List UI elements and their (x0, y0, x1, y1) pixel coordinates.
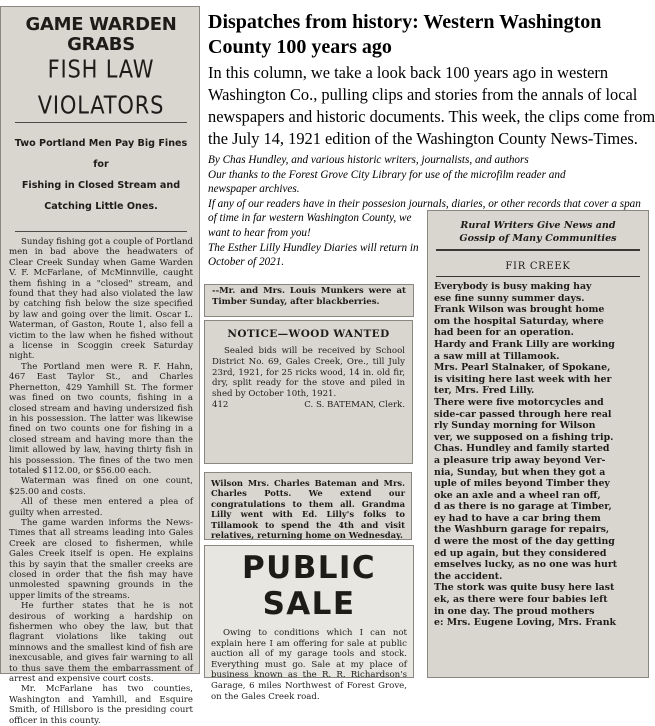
column-line: oke an axle and a wheel ran off, (434, 489, 601, 501)
column-line: om the hospital Saturday, where (434, 315, 604, 327)
intro-line: In this column, we take a look back 100 years ago in western (208, 63, 609, 82)
column-line: ey had to have a car bring them (434, 512, 601, 524)
intro-line: newspapers and historic documents. This week, the clips come from (208, 107, 655, 126)
clip-public-sale (204, 545, 414, 702)
column-line: in one day. The proud mothers (434, 605, 595, 617)
column-line: ter, Mrs. Fred Lilly. (434, 385, 535, 397)
request-line: If any of our readers have in their possesion journals, diaries, or other records that cover a span (208, 197, 641, 210)
byline: By Chas Hundley, and various historic writers, journalists, and authors (208, 154, 529, 166)
column-line: Hardy and Frank Lilly are working (434, 338, 615, 350)
column-line: The stork was quite busy here last (434, 582, 615, 594)
divider (15, 231, 187, 232)
thanks-line: newspaper archives. (208, 183, 300, 196)
clip-munkers (204, 284, 414, 317)
column-line: rly Sunday morning for Wilson (434, 420, 596, 432)
column-line: emselves lucky, as no one was hurt (434, 559, 618, 571)
column-line: ed up again, but they considered (434, 547, 607, 559)
clip-headline (428, 211, 648, 245)
column-line: Mrs. Pearl Stalnaker, of Spokane, (434, 362, 611, 374)
clip-paragraph: The Portland men were R. F. Hahn, 467 East Taylor St., and Charles Phernetton, 429 Yamhill St. The former was fined on two counts, fishing in a closed stream and having undersized fish in his possession. The latter was likewise fined on two counts one for fishing in a closed stream and having more than the limit allowed by law, having thirty fish in his possession. The fines of the two men totaled $112.00, or $56.00 each. (9, 361, 193, 476)
column-line: uple of miles beyond Timber they (434, 478, 610, 490)
deck-line: Fishing in Closed Stream and (21, 180, 181, 191)
clip-headline: NOTICE—WOOD WANTED (227, 328, 390, 340)
column-line: is visiting here last week with her (434, 373, 612, 385)
intro-line: Washington Co., pulling clips and stories from the annals of local (208, 85, 638, 104)
clip-signature-line (212, 400, 405, 411)
column-line: Everybody is busy making hay (434, 281, 592, 292)
clip-paragraph: Sunday fishing got a couple of Portland men in bad above the headwaters of Clear Creek Sunday when Game Warden V. F. McFarlane, of McMinnville, caught them fishing in a "closed" stream, and found that they had also violated the law by catching fish below the size specified by law and going over the limit. Oscar L. Waterman, of Gaston, Route 1, also fell a victim to the law when he fished without a license in Scoggin creek Saturday night. (9, 237, 193, 362)
clip-paragraph: All of these men entered a plea of guilty when arrested. (9, 497, 193, 518)
divider (436, 249, 640, 251)
request-line: The Esther Lilly Hundley Diaries will return in (208, 241, 419, 254)
column-line: There were five motorcycles and (434, 396, 604, 408)
column-line: nia, Sunday, but when they got a (434, 466, 606, 478)
request-line: of time in far western Washington County, we (208, 212, 412, 225)
clip-game-warden (0, 6, 200, 726)
headline-line: Gossip of Many Communities (459, 233, 617, 244)
page-title: Dispatches from history: Western Washington County 100 years ago (208, 11, 602, 58)
column-line: d as there is no garage at Timber, (434, 501, 612, 513)
clip-wilson (204, 472, 412, 540)
clip-headline: PUBLIC SALE (242, 550, 376, 622)
thanks-line: Our thanks to the Forest Grove City Library for use of the microfilm reader and (208, 168, 566, 181)
clip-subhead: FIR CREEK (505, 261, 571, 272)
column-line: Chas. Hundley and family started (434, 443, 610, 455)
clip-headline: FISH LAW VIOLATORS (37, 54, 165, 120)
column-line: ver, we supposed on a fishing trip. (434, 431, 614, 443)
clip-deck (9, 133, 193, 217)
clip-paragraph: He further states that he is not desirous of working a hardship on fishermen who obey the law, but that flagrant violations like taking out minnows and the smallest kind of fish are inexcusable, and gives fair warning to all to thus save them the embarrassment of arrest and expensive court costs. (9, 601, 193, 685)
deck-line: Two Portland Men Pay Big Fines for (14, 138, 188, 170)
column-line: a pleasure trip away beyond Ver- (434, 454, 606, 466)
clip-paragraph: Waterman was fined on one count, $25.00 and costs. (9, 476, 193, 497)
clip-text: Wilson Mrs. Charles Bateman and Mrs. Charles Potts. We extend our congratulations to them all. Grandma Lilly went with Ed. Lilly's folks to Tillamook to spend the 4th and visit relatives, returning home on Wednesday. (211, 478, 405, 541)
column-line: Frank Wilson was brought home (434, 304, 605, 316)
intro-lead (208, 62, 655, 150)
clip-text: Sealed bids will be received by School District No. 69, Gales Creek, Ore., till July 23rd, 1921, for 25 ricks wood, 14 in. old fir, dry, split ready for the stove and piled in shed by October 10th, 1921. (212, 346, 405, 400)
divider (436, 276, 640, 277)
notice-number: 412 (212, 399, 229, 410)
clip-text: --Mr. and Mrs. Louis Munkers were at Timber Sunday, after blackberries. (212, 286, 406, 307)
column-line: e: Mrs. Eugene Loving, Mrs. Frank (434, 617, 617, 629)
clip-wood-wanted (204, 320, 413, 464)
clip-text: Owing to conditions which I can not explain here I am offering for sale at public auction all of my garage tools and stock. Everything must go. Sale at my place of business known as the R. R. Richardson's Garage, 6 miles Northwest of Forest Grove, on the Gales Creek road. (211, 628, 407, 702)
column-line: a saw mill at Tillamook. (434, 350, 560, 362)
clip-body (428, 281, 648, 629)
clip-paragraph: The game warden informs the News-Times that all streams leading into Gales Creek are closed to fishermen, while Gales Creek itself is open. He explains this by sayin that the smaller creeks are closed in order that the fish may have unmolested spawning grounds in the upper limits of the streams. (9, 517, 193, 601)
notice-signature: C. S. BATEMAN, Clerk. (304, 399, 405, 410)
column-line: had been for an operation. (434, 327, 574, 339)
request-line: want to hear from you! (208, 226, 311, 239)
clip-fir-creek (427, 210, 649, 678)
column-line: side-car passed through here real (434, 408, 612, 420)
request-line: October of 2021. (208, 256, 285, 269)
intro-line: the July 14, 1921 edition of the Washington County News-Times. (208, 129, 638, 148)
deck-line: Catching Little Ones. (44, 201, 158, 212)
clip-headline: GAME WARDEN GRABS (25, 14, 177, 55)
column-line: d were the most of the day getting (434, 536, 615, 548)
clip-paragraph: Mr. McFarlane has two counties, Washington and Yamhill, and Esquire Smith, of Hillsboro is the presiding court officer in this county. (9, 684, 193, 726)
column-line: ese fine sunny summer days. (434, 292, 585, 304)
column-line: ek, as there were four babies left (434, 594, 608, 606)
column-line: the Washburn garage for repairs, (434, 524, 610, 536)
headline-line: Rural Writers Give News and (460, 220, 616, 231)
column-line: the accident. (434, 570, 503, 582)
